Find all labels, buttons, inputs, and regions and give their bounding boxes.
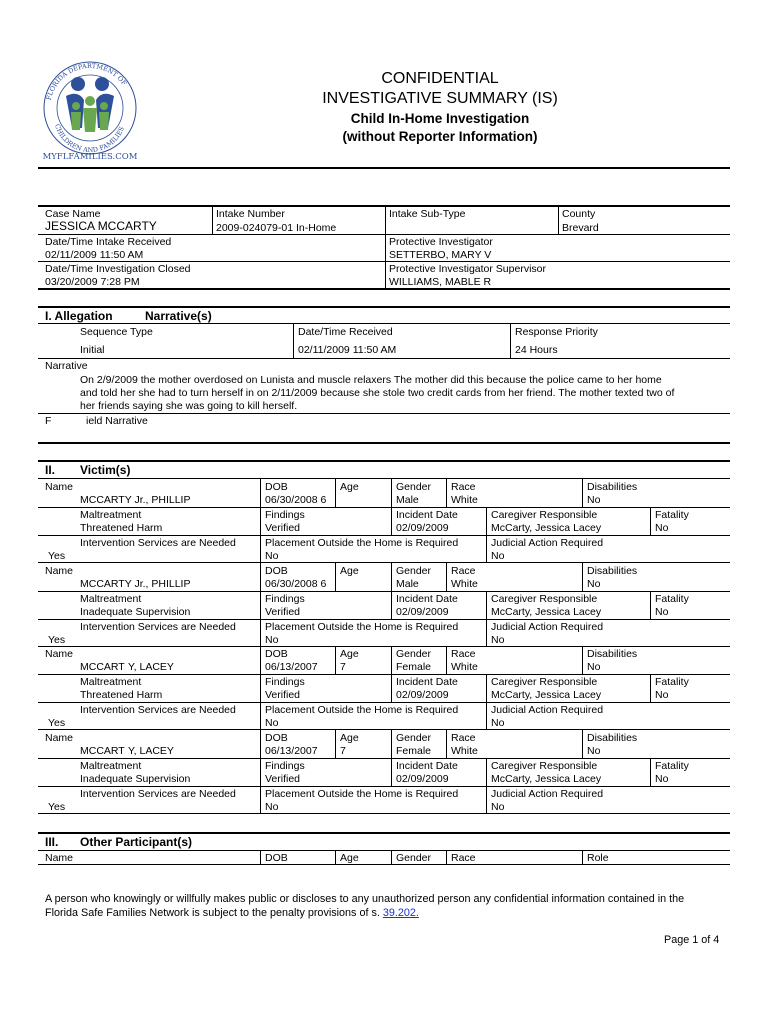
victim-block-line	[38, 562, 730, 563]
case-table-bottom	[38, 288, 730, 290]
victim-col-div	[486, 507, 487, 535]
intake-received-value: 02/11/2009 11:50 AM	[45, 249, 144, 261]
victim-race-label: Race	[451, 481, 476, 493]
victim-race-label: Race	[451, 648, 476, 660]
victim-disabilities: No	[587, 661, 601, 673]
victim-col-div	[391, 479, 392, 507]
case-col-div-2	[385, 206, 386, 289]
victim-name: MCCART	[80, 661, 125, 673]
victim-intervention: Yes	[48, 801, 66, 813]
allegation-head-line	[38, 323, 730, 324]
participants-top	[38, 832, 730, 834]
victim-col-div	[260, 591, 261, 619]
victim-maltreatment: Threatened Harm	[80, 689, 163, 701]
victim-row-line	[38, 758, 730, 759]
victim-intervention-label: Intervention Services are Needed	[80, 704, 236, 716]
victim-maltreatment: Inadequate Supervision	[80, 606, 191, 618]
victim-col-div	[391, 507, 392, 535]
victim-col-div	[446, 646, 447, 674]
participants-dob-label: DOB	[265, 852, 288, 864]
victim-caregiver: McCarty, Jessica Lacey	[491, 773, 602, 785]
sequence-type-value: Initial	[80, 344, 105, 356]
victim-judicial-label: Judicial Action Required	[491, 788, 604, 800]
victim-disabilities-label: Disabilities	[587, 565, 638, 577]
victim-age: 7	[340, 661, 346, 673]
victim-col-div	[335, 563, 336, 591]
victim-fatality: No	[655, 606, 669, 618]
victim-col-div	[260, 563, 261, 591]
victim-col-div	[260, 646, 261, 674]
victim-fatality: No	[655, 522, 669, 534]
victim-judicial-label: Judicial Action Required	[491, 621, 604, 633]
case-name-value: JESSICA MCCARTY	[45, 219, 157, 233]
case-table-top	[38, 205, 730, 207]
victim-intervention-label: Intervention Services are Needed	[80, 537, 236, 549]
allegation-section-title: I. Allegation	[45, 309, 113, 323]
victim-intervention-label: Intervention Services are Needed	[80, 621, 236, 633]
participants-section-num: III.	[45, 835, 59, 849]
part-col-div-5	[582, 851, 583, 864]
county-label: County	[562, 208, 596, 220]
victim-incident-date-label: Incident Date	[396, 760, 458, 772]
subtitle-reporter: (without Reporter Information)	[342, 129, 538, 144]
participants-head-line	[38, 850, 730, 851]
victim-col-div	[335, 479, 336, 507]
victim-maltreatment-label: Maltreatment	[80, 593, 142, 605]
victim-disabilities: No	[587, 578, 601, 590]
alleg-col-div-1	[293, 323, 294, 358]
victim-findings-label: Findings	[265, 676, 305, 688]
victim-judicial: No	[491, 550, 505, 562]
subtitle-in-home: Child In-Home Investigation	[350, 111, 530, 126]
victim-fatality-label: Fatality	[655, 760, 689, 772]
victim-block-line	[38, 813, 730, 814]
victim-placement-label: Placement Outside the Home is Required	[265, 704, 459, 716]
victim-intervention: Yes	[48, 717, 66, 729]
victim-judicial-label: Judicial Action Required	[491, 704, 604, 716]
victim-placement: No	[265, 801, 279, 813]
victim-gender-label: Gender	[396, 565, 432, 577]
title-confidential: CONFIDENTIAL	[381, 70, 499, 87]
victim-race: White	[451, 661, 478, 673]
victim-race: White	[451, 578, 478, 590]
victim-dob: 06/13/2007	[265, 661, 318, 673]
narrative-line-1: On 2/9/2009 the mother overdosed on Lunista and muscle relaxers The mother did this because the police came to her home	[80, 374, 662, 386]
victim-maltreatment-label: Maltreatment	[80, 676, 142, 688]
victim-col-div	[582, 730, 583, 758]
intake-received-label: Date/Time Intake Received	[45, 236, 172, 248]
confidentiality-notice-line-2	[45, 907, 419, 919]
victim-col-div	[582, 479, 583, 507]
victim-col-div	[486, 758, 487, 786]
field-narrative-label: ield Narrative	[86, 415, 148, 427]
victim-dob: 06/30/2008 6	[265, 578, 327, 590]
participants-role-label: Role	[587, 852, 609, 864]
victim-block-line	[38, 729, 730, 730]
victim-age-label: Age	[340, 648, 359, 660]
victim-placement: No	[265, 634, 279, 646]
narrative-line-3: her friends saying she was going to kill herself.	[80, 400, 298, 412]
victim-race: White	[451, 494, 478, 506]
participants-gender-label: Gender	[396, 852, 432, 864]
victim-col-div	[446, 730, 447, 758]
victims-section-title: Victim(s)	[80, 463, 131, 477]
victim-age-label: Age	[340, 732, 359, 744]
victim-col-div	[486, 619, 487, 646]
victim-name: MCCARTY Jr., PHILLIP	[80, 578, 191, 590]
victim-disabilities: No	[587, 745, 601, 757]
victim-maltreatment-label: Maltreatment	[80, 509, 142, 521]
victim-col-div	[335, 646, 336, 674]
victim-row-line	[38, 702, 730, 703]
participants-name-label: Name	[45, 852, 74, 864]
allegation-bottom	[38, 442, 730, 444]
victims-section-num: II.	[45, 463, 56, 477]
victim-name-suffix: Y, LACEY	[128, 661, 174, 673]
victim-col-div	[650, 507, 651, 535]
victim-name-label: Name	[45, 648, 74, 660]
participants-age-label: Age	[340, 852, 359, 864]
victim-disabilities-label: Disabilities	[587, 648, 638, 660]
case-row-div-2	[38, 261, 730, 262]
victim-findings-label: Findings	[265, 593, 305, 605]
part-col-div-2	[335, 851, 336, 864]
victim-col-div	[486, 591, 487, 619]
victim-judicial: No	[491, 801, 505, 813]
victim-col-div	[446, 563, 447, 591]
title-investigative-summary: INVESTIGATIVE SUMMARY (IS)	[322, 90, 558, 107]
victim-dob-label: DOB	[265, 732, 288, 744]
field-narrative-f: F	[45, 415, 52, 427]
participants-section-title: Other Participant(s)	[80, 835, 193, 849]
victim-col-div	[486, 674, 487, 702]
victim-col-div	[260, 619, 261, 646]
victim-row-line	[38, 674, 730, 675]
victim-col-div	[486, 702, 487, 729]
victim-findings-label: Findings	[265, 509, 305, 521]
victim-gender: Female	[396, 661, 432, 673]
part-col-div-4	[446, 851, 447, 864]
victim-row-line	[38, 507, 730, 508]
victim-dob: 06/13/2007	[265, 745, 318, 757]
victim-caregiver: McCarty, Jessica Lacey	[491, 606, 602, 618]
investigator-value: SETTERBO, MARY V	[389, 249, 492, 261]
victim-row-line	[38, 786, 730, 787]
allegation-section-title-2: Narrative(s)	[145, 309, 212, 323]
victim-name-label: Name	[45, 481, 74, 493]
victim-placement-label: Placement Outside the Home is Required	[265, 537, 459, 549]
narrative-bottom-line	[38, 413, 730, 414]
victim-col-div	[650, 591, 651, 619]
investigator-label: Protective Investigator	[389, 236, 493, 248]
narrative-line-2: and told her she had to turn herself in on 2/11/2009 because she stole two credit cards from her friend. The mother texted two of	[80, 387, 675, 399]
victim-caregiver: McCarty, Jessica Lacey	[491, 522, 602, 534]
victim-incident-date: 02/09/2009	[396, 773, 449, 785]
victim-name-suffix: Y, LACEY	[128, 745, 174, 757]
victim-row-line	[38, 535, 730, 536]
victim-col-div	[650, 758, 651, 786]
victim-intervention-label: Intervention Services are Needed	[80, 788, 236, 800]
victim-row-line	[38, 619, 730, 620]
victim-col-div	[260, 507, 261, 535]
victim-race-label: Race	[451, 565, 476, 577]
victim-dob-label: DOB	[265, 565, 288, 577]
victim-findings: Verified	[265, 689, 301, 701]
victim-col-div	[391, 730, 392, 758]
victim-intervention: Yes	[48, 634, 66, 646]
victim-gender-label: Gender	[396, 732, 432, 744]
svg-text:CHILDREN AND FAMILIES: CHILDREN AND FAMILIES	[53, 123, 126, 155]
county-value: Brevard	[562, 222, 599, 234]
allegation-top	[38, 306, 730, 308]
victim-col-div	[582, 646, 583, 674]
victim-fatality: No	[655, 773, 669, 785]
victim-block-line	[38, 646, 730, 647]
victim-judicial-label: Judicial Action Required	[491, 537, 604, 549]
intake-number-label: Intake Number	[216, 208, 285, 220]
victim-col-div	[260, 535, 261, 562]
victim-fatality-label: Fatality	[655, 509, 689, 521]
victim-incident-date-label: Incident Date	[396, 593, 458, 605]
closed-value: 03/20/2009 7:28 PM	[45, 276, 140, 288]
victim-judicial: No	[491, 634, 505, 646]
victim-col-div	[582, 563, 583, 591]
victim-caregiver-label: Caregiver Responsible	[491, 760, 598, 772]
case-col-div-3	[558, 206, 559, 234]
victim-col-div	[260, 786, 261, 813]
victim-col-div	[260, 674, 261, 702]
victim-dob-label: DOB	[265, 481, 288, 493]
victim-gender: Female	[396, 745, 432, 757]
case-row-div-1	[38, 234, 730, 235]
victim-row-line	[38, 591, 730, 592]
victim-maltreatment: Threatened Harm	[80, 522, 163, 534]
confidentiality-notice-line-1: A person who knowingly or willfully makes public or discloses to any unauthorized person any confidential information contained in the	[45, 893, 685, 905]
victim-col-div	[260, 758, 261, 786]
victim-caregiver-label: Caregiver Responsible	[491, 509, 598, 521]
date-received-value: 02/11/2009 11:50 AM	[298, 344, 397, 356]
victim-gender: Male	[396, 494, 419, 506]
victim-findings: Verified	[265, 606, 301, 618]
victim-disabilities-label: Disabilities	[587, 732, 638, 744]
victim-caregiver-label: Caregiver Responsible	[491, 593, 598, 605]
victim-col-div	[335, 730, 336, 758]
victim-col-div	[260, 730, 261, 758]
victim-col-div	[260, 702, 261, 729]
victim-fatality: No	[655, 689, 669, 701]
case-name-label: Case Name	[45, 208, 101, 220]
logo-url-text: MYFLFAMILIES.COM	[42, 152, 138, 162]
participants-bottom	[38, 864, 730, 865]
victim-fatality-label: Fatality	[655, 676, 689, 688]
victim-race-label: Race	[451, 732, 476, 744]
victim-placement: No	[265, 717, 279, 729]
victim-disabilities-label: Disabilities	[587, 481, 638, 493]
supervisor-label: Protective Investigator Supervisor	[389, 263, 546, 275]
victim-name: MCCARTY Jr., PHILLIP	[80, 494, 191, 506]
victim-incident-date: 02/09/2009	[396, 522, 449, 534]
statute-link[interactable]: 39.202.	[382, 907, 419, 919]
victim-col-div	[446, 479, 447, 507]
victims-head-line	[38, 478, 730, 479]
part-col-div-3	[391, 851, 392, 864]
closed-label: Date/Time Investigation Closed	[45, 263, 191, 275]
victim-name-label: Name	[45, 732, 74, 744]
victim-col-div	[391, 591, 392, 619]
victim-col-div	[391, 563, 392, 591]
victim-gender-label: Gender	[396, 648, 432, 660]
victim-findings: Verified	[265, 522, 301, 534]
victim-findings: Verified	[265, 773, 301, 785]
victim-col-div	[486, 786, 487, 813]
victim-gender: Male	[396, 578, 419, 590]
victim-caregiver: McCarty, Jessica Lacey	[491, 689, 602, 701]
victim-placement: No	[265, 550, 279, 562]
victim-incident-date: 02/09/2009	[396, 606, 449, 618]
victim-dob: 06/30/2008 6	[265, 494, 327, 506]
response-priority-label: Response Priority	[515, 326, 598, 338]
header-divider	[38, 167, 730, 169]
victim-incident-date-label: Incident Date	[396, 509, 458, 521]
victim-col-div	[391, 646, 392, 674]
confidentiality-notice-text: Florida Safe Families Network is subject to the penalty provisions of s.	[45, 907, 380, 919]
victim-dob-label: DOB	[265, 648, 288, 660]
victim-maltreatment: Inadequate Supervision	[80, 773, 191, 785]
victim-caregiver-label: Caregiver Responsible	[491, 676, 598, 688]
agency-logo	[38, 56, 142, 164]
alleg-col-div-2	[510, 323, 511, 358]
response-priority-value: 24 Hours	[515, 344, 558, 356]
victim-placement-label: Placement Outside the Home is Required	[265, 621, 459, 633]
svg-text:FLORIDA DEPARTMENT OF: FLORIDA DEPARTMENT OF	[44, 61, 129, 102]
victim-age-label: Age	[340, 565, 359, 577]
victim-findings-label: Findings	[265, 760, 305, 772]
sequence-type-label: Sequence Type	[80, 326, 153, 338]
victim-incident-date-label: Incident Date	[396, 676, 458, 688]
victim-disabilities: No	[587, 494, 601, 506]
victim-name: MCCART	[80, 745, 125, 757]
page-number: Page 1 of 4	[664, 934, 720, 946]
date-received-label: Date/Time Received	[298, 326, 393, 338]
victims-top	[38, 460, 730, 462]
victim-maltreatment-label: Maltreatment	[80, 760, 142, 772]
part-col-div-1	[260, 851, 261, 864]
victim-gender-label: Gender	[396, 481, 432, 493]
victim-col-div	[486, 535, 487, 562]
victim-judicial: No	[491, 717, 505, 729]
victim-placement-label: Placement Outside the Home is Required	[265, 788, 459, 800]
victim-col-div	[391, 758, 392, 786]
case-col-div-1	[212, 206, 213, 234]
victim-incident-date: 02/09/2009	[396, 689, 449, 701]
victim-name-label: Name	[45, 565, 74, 577]
narrative-label: Narrative	[45, 360, 88, 372]
victim-col-div	[650, 674, 651, 702]
victim-col-div	[391, 674, 392, 702]
intake-subtype-label: Intake Sub-Type	[389, 208, 466, 220]
victim-race: White	[451, 745, 478, 757]
victim-age-label: Age	[340, 481, 359, 493]
victim-age: 7	[340, 745, 346, 757]
intake-number-value: 2009-024079-01 In-Home	[216, 222, 337, 234]
victim-fatality-label: Fatality	[655, 593, 689, 605]
supervisor-value: WILLIAMS, MABLE R	[389, 276, 492, 288]
participants-race-label: Race	[451, 852, 476, 864]
allegation-row-line	[38, 358, 730, 359]
victim-intervention: Yes	[48, 550, 66, 562]
victim-col-div	[260, 479, 261, 507]
